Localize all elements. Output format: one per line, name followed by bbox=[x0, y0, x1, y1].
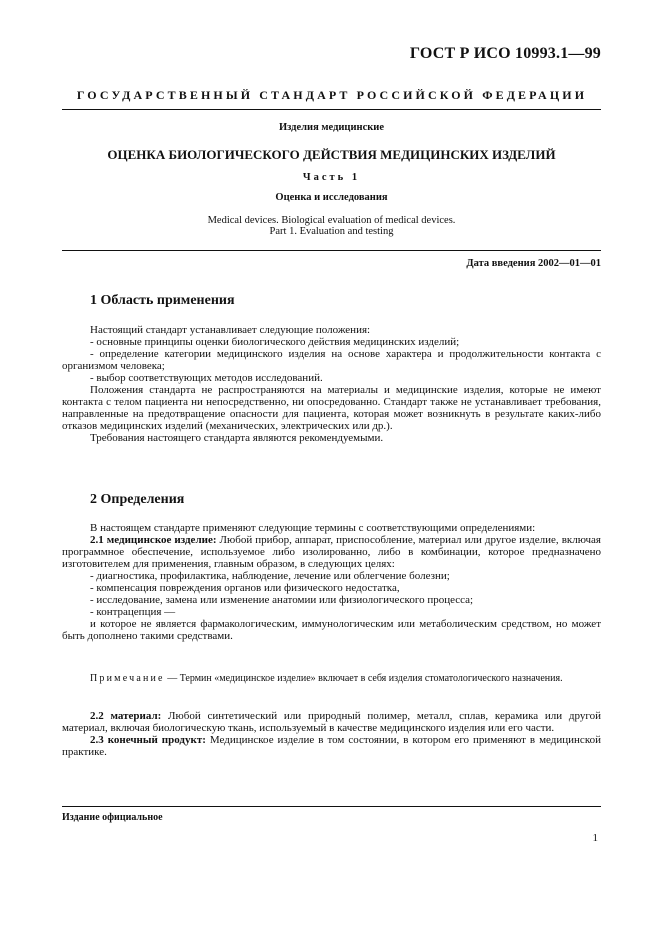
page-number: 1 bbox=[592, 832, 598, 844]
note-label: Примечание bbox=[90, 673, 165, 684]
definition-2-1-item: - диагностика, профилактика, наблюдение, лечение или облегчение болезни; bbox=[90, 570, 450, 582]
effective-date: Дата введения 2002—01—01 bbox=[466, 258, 601, 269]
section-2-heading: 2 Определения bbox=[90, 492, 185, 507]
section-1-paragraph-3: Требования настоящего стандарта являются рекомендуемыми. bbox=[90, 432, 384, 444]
title-rule bbox=[62, 250, 601, 251]
definition-2-1-term: 2.1 медицинское изделие: bbox=[90, 534, 217, 546]
english-title-line-1: Medical devices. Biological evaluation of medical devices. bbox=[207, 215, 456, 226]
footer-rule bbox=[62, 806, 601, 807]
definition-2-1 bbox=[62, 534, 601, 570]
part-subtitle: Оценка и исследования bbox=[275, 192, 388, 203]
section-2-definitions-cont bbox=[62, 710, 601, 758]
publication-label: Издание официальное bbox=[62, 812, 163, 823]
section-1-body bbox=[62, 324, 601, 444]
header-rule-top bbox=[62, 109, 601, 110]
note-text: — Термин «медицинское изделие» включает в себя изделия стоматологического назначения. bbox=[164, 673, 563, 684]
product-group-subtitle: Изделия медицинские bbox=[278, 122, 385, 133]
definition-2-1-item: - контрацепция — bbox=[90, 606, 176, 618]
english-title-line-2: Part 1. Evaluation and testing bbox=[269, 226, 394, 237]
section-1-heading: 1 Область применения bbox=[90, 293, 235, 308]
section-1-paragraph-2: Положения стандарта не распространяются на материалы и медицинские изделия, которые не имеют контакта с телом пациента ни непосредственно, ни опосредованно. Стандарт также не устанавливает требования, направленные на предотвращение опасности для пациента, которая может возникнуть в результате каких-либо отказов медицинских изделий (механических, электрических или др.). bbox=[62, 384, 601, 432]
note bbox=[62, 673, 601, 685]
definition-2-1-tail: и которое не является фармакологическим, иммунологическим или метаболическим средством, но может быть дополнено такими средствами. bbox=[62, 618, 601, 642]
definition-2-3-term: 2.3 конечный продукт: bbox=[90, 734, 206, 746]
section-1-item: - определение категории медицинского изделия на основе характера и продолжительности контакта с организмом человека; bbox=[62, 348, 601, 372]
document-number: ГОСТ Р ИСО 10993.1—99 bbox=[409, 45, 601, 62]
definition-2-2-term: 2.2 материал: bbox=[90, 710, 162, 722]
definition-2-2 bbox=[62, 710, 601, 734]
part-label: Часть 1 bbox=[302, 172, 361, 183]
state-standard-title: ГОСУДАРСТВЕННЫЙ СТАНДАРТ РОССИЙСКОЙ ФЕДЕРАЦИИ bbox=[76, 88, 588, 102]
section-2-body bbox=[62, 522, 601, 642]
definition-2-1-text: Любой прибор, аппарат, приспособление, материал или другое изделие, включая программное обеспечение, используемое либо изолированно, либо в комбинации, которое предназначено изготовителем для применения, главным образом, в следующих целях: bbox=[62, 534, 601, 570]
definition-2-3 bbox=[62, 734, 601, 758]
definition-2-1-item: - компенсация повреждения органов или физического недостатка, bbox=[90, 582, 400, 594]
definition-2-3-text: Медицинское изделие в том состоянии, в котором его применяют в медицинской практике. bbox=[62, 734, 601, 758]
section-2-intro: В настоящем стандарте применяют следующие термины с соответствующими определениями: bbox=[90, 522, 536, 534]
standard-title: ОЦЕНКА БИОЛОГИЧЕСКОГО ДЕЙСТВИЯ МЕДИЦИНСКИХ ИЗДЕЛИЙ bbox=[107, 147, 556, 162]
definition-2-1-item: - исследование, замена или изменение анатомии или физиологического процесса; bbox=[90, 594, 474, 606]
section-1-item: - основные принципы оценки биологического действия медицинских изделий; bbox=[90, 336, 460, 348]
definition-2-2-text: Любой синтетический или природный полимер, металл, сплав, керамика или другой материал, включая биологическую ткань, используемый в качестве медицинского изделия или его части. bbox=[62, 710, 601, 734]
section-1-item: - выбор соответствующих методов исследований. bbox=[90, 372, 323, 384]
section-1-intro: Настоящий стандарт устанавливает следующие положения: bbox=[90, 324, 371, 336]
